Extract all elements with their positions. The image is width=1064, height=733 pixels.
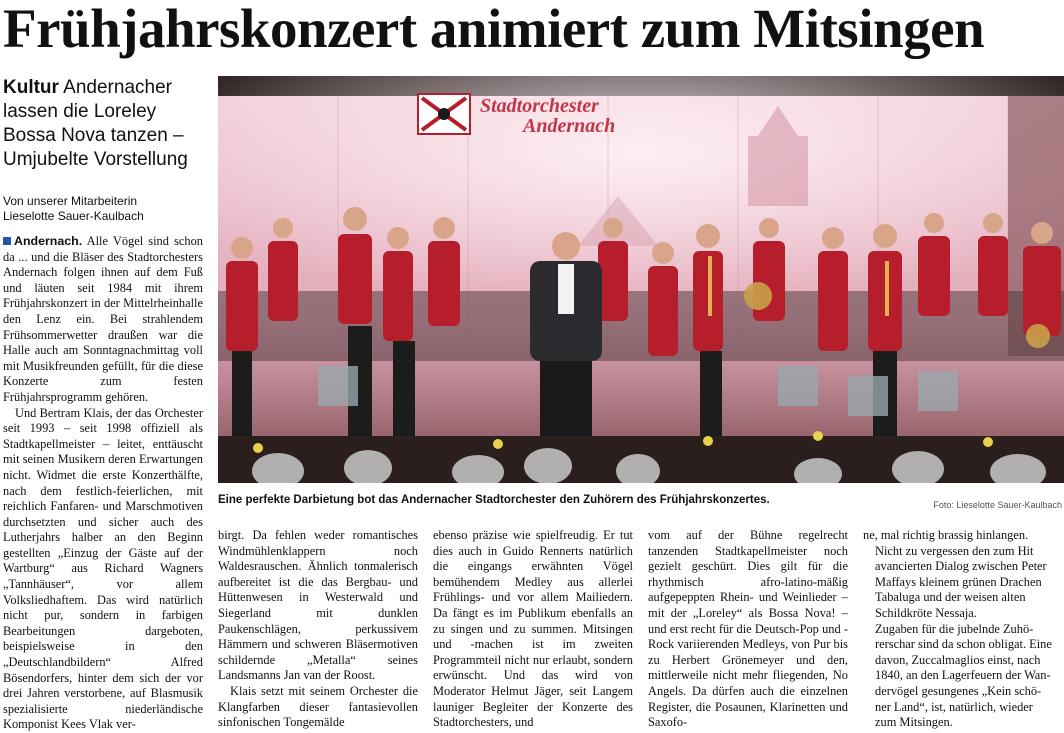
paragraph bbox=[3, 234, 203, 406]
paragraph: ebenso präzise wie spielfreudig. Er tut dies auch in Guido Rennerts natürlich die eingangs erwähnten Vögel bemühendem Medley aus allerlei Frühlings- und vor allem Mailiedern. Da fängt es im Publikum ebenfalls an zu singen und zu summen. Mitsingen und -machen ist im zweiten Programmteil nicht nur erlaubt, sondern erwünscht. Und das wird von Moderator Helmut Jäger, seit Langem launiger Begleiter der Konzerte des Stadtorchesters, und bbox=[433, 528, 633, 730]
dateline: Andernach. bbox=[14, 234, 83, 248]
orchestra-photo-illustration bbox=[218, 76, 1064, 483]
banner-line-1: Stadtorchester bbox=[480, 95, 599, 117]
paragraph: Klais setzt mit seinem Orchester die Klangfarben dieser fantasievollen sinfonischen Tongemälde bbox=[218, 683, 418, 730]
body-column-2 bbox=[218, 528, 418, 731]
byline bbox=[3, 194, 213, 224]
text-line: 1840, an den Lagerfeuern der Wan- bbox=[875, 668, 1051, 683]
paragraph: Und Bertram Klais, der das Orchester seit 1993 – seit 1998 offiziell als Stadtkapellmeister – leitet, enttäuscht mit seinen Musikern deren Erwartungen nicht. Widmet die erste Konzerthälfte, nach dem festlich-feierlichen, mit reichlich Fanfaren- und Marschmotiven durchsetzten und sicher auch des Lutherjahrs halber an den Beginn gestellten „Einzug der Gäste auf der Wartburg“ aus Richard Wagners „Tannhäuser“, vor allem Volksliedhaftem. Das wird natürlich nicht pur, sondern in farbigen Bearbeitungen dargeboten, beispielsweise in den „Deutschlandbildern“ Alfred Bösendorfers, hinter dem sich der vor drei Jahren verstorbene, auf Blasmusik spezialisierte niederländische Komponist Kees Vlak ver- bbox=[3, 405, 203, 732]
body-column-4 bbox=[648, 528, 848, 731]
city-crest-icon bbox=[418, 94, 470, 134]
text-line: Maffays kleinem grünen Drachen bbox=[875, 574, 1042, 589]
photo-caption: Eine perfekte Darbietung bot das Andernacher Stadtorchester den Zuhörern des Frühjahrskonzertes. bbox=[218, 494, 770, 506]
deck-text: Andernacher lassen die Loreley Bossa Nova tanzen – Umjubelte Vorstellung bbox=[3, 77, 188, 170]
text-line: davon, Zuccalmaglios einst, nach bbox=[875, 652, 1041, 667]
paragraph: birgt. Da fehlen weder romantisches Windmühlenklappern noch Waldesrauschen. Ähnlich tonmalerisch aufbereitet ist die das Bergbau- und Hüttenwesen in Westerwald und Siegerland mit dunklen Paukenschlägen, perkussivem Hämmern und schweren Bläsermotiven schildernde „Metalla“ seines Landsmanns Jan van der Roost. bbox=[218, 528, 418, 683]
paragraph-text: Alle Vögel sind schon da ... und die Bläser des Stadtorchesters Andernach folgen ihnen auf dem Fuß und läuten seit 1984 mit ihrem Frühjahrskonzert in der Mittelrheinhalle den Lenz ein. Bei strahlendem Frühsommerwetter draußen war die Halle auch am Sonntagnachmittag voll mit Musikfreunden gefüllt, für die diese Konzerte zum festen Frühjahrsprogramm gehören. bbox=[3, 234, 203, 404]
text-line: rerschar sind da schon obligat. Eine bbox=[875, 637, 1052, 652]
text-line: zum Mitsingen. bbox=[875, 715, 953, 730]
headline: Frühjahrskonzert animiert zum Mitsingen bbox=[3, 0, 985, 59]
text-line: Schildkröte Nessaja. bbox=[875, 605, 977, 620]
byline-line-1: Von unserer Mitarbeiterin bbox=[3, 194, 138, 208]
article-deck bbox=[3, 76, 213, 172]
text-line: Zugaben für die jubelnde Zuhö- bbox=[875, 621, 1034, 636]
text-line: Tabaluga und der weisen alten bbox=[875, 590, 1026, 605]
paragraph: vom auf der Bühne regelrecht tanzenden Stadtkapellmeister noch gezielt geschürt. Dies gilt für die rhythmisch afro-latino-mäßig aufgepeppten Rhein- und Weinlieder – mit der „Loreley“ als Bossa Nova! – und erst recht für die Deutsch-Pop und -Rock variierenden Medleys, von Pur bis zu Herbert Grönemeyer und den, mittlerweile nicht mehr fliegenden, No Angels. Da dürfen auch die einzelnen Register, die Posaunen, Klarinetten und Saxofo- bbox=[648, 528, 848, 730]
conductor bbox=[530, 232, 602, 451]
text-line: avancierten Dialog zwischen Peter bbox=[875, 559, 1047, 574]
text-line: Nicht zu vergessen den zum Hit bbox=[875, 543, 1034, 558]
text-line: ner Land“, ist, natürlich, wieder bbox=[875, 699, 1033, 714]
square-bullet-icon bbox=[3, 237, 11, 245]
body-column-3 bbox=[433, 528, 633, 731]
banner-line-2: Andernach bbox=[523, 115, 616, 137]
photo-credit: Foto: Lieselotte Sauer-Kaulbach bbox=[933, 500, 1062, 510]
deck-kicker: Kultur bbox=[3, 77, 59, 98]
body-column-1 bbox=[3, 234, 203, 733]
byline-author: Lieselotte Sauer-Kaulbach bbox=[3, 209, 144, 223]
concert-photo bbox=[218, 76, 1064, 483]
body-column-5 bbox=[863, 528, 1064, 731]
text-line: ne, mal richtig brassig hinlangen. bbox=[863, 528, 1029, 542]
text-line: dervögel gesungenes „Kein schö- bbox=[875, 683, 1042, 698]
